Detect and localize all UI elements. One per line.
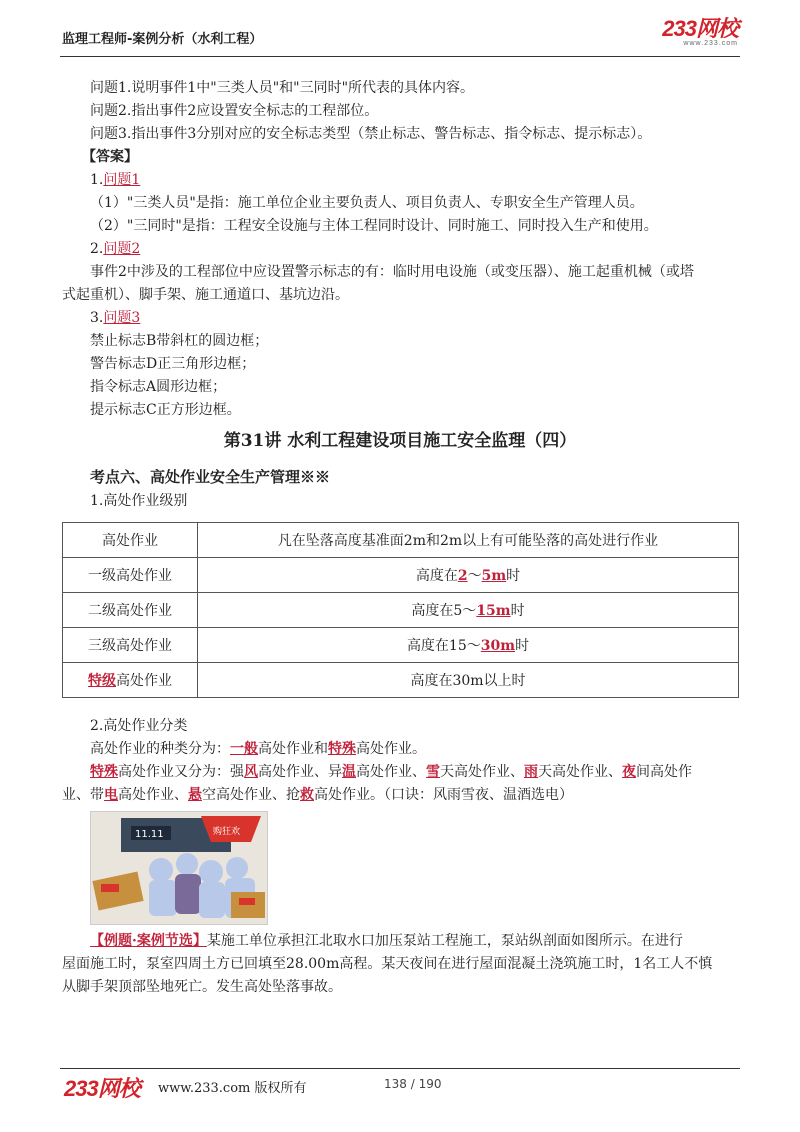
answer-2-line-1: 事件2中涉及的工程部位中应设置警示标志的有：临时用电设施（或变压器）、施工起重机械（或塔	[90, 264, 694, 280]
logo-text: 233网校	[662, 16, 738, 41]
category-line-3	[62, 785, 573, 805]
footer-divider	[60, 1068, 740, 1069]
highlight-keyword: 雪	[426, 764, 440, 780]
answer-1-number: 1.	[90, 172, 104, 188]
sign-text: 11.11	[135, 829, 164, 840]
table-cell: 高度在5～15m时	[198, 593, 739, 628]
question-3: 问题3.指出事件3分别对应的安全标志类型（禁止标志、警告标志、指令标志、提示标志）。	[90, 126, 652, 142]
text-run: 业、带	[62, 787, 104, 803]
logo-url: www.233.com	[683, 40, 738, 47]
highlight-keyword: 雨	[524, 764, 538, 780]
table-row	[63, 663, 739, 698]
example-line-2: 屋面施工时，泵室四周土方已回填至28.00m高程。某天夜间在进行屋面混凝土浇筑施工时，1名工人不慎	[62, 956, 713, 972]
footer-logo[interactable]: 233网校	[64, 1076, 140, 1101]
text-run: 空高处作业、抢	[202, 787, 300, 803]
page-number: 138 / 190	[384, 1077, 442, 1091]
example-line-3: 从脚手架顶部坠地死亡。发生高处坠落事故。	[62, 979, 342, 995]
text-run: 高处作业又分为：强	[118, 764, 244, 780]
answer-2-line-2: 式起重机）、脚手架、施工通道口、基坑边沿。	[62, 287, 349, 303]
example-tag[interactable]: 【例题·案例节选】	[90, 933, 207, 949]
height-work-table	[62, 522, 739, 698]
example-line-1: 【例题·案例节选】某施工单位承担江北取水口加压泵站工程施工，泵站纵剖面如图所示。在进行	[90, 933, 683, 949]
answer-3-link[interactable]: 问题3	[103, 310, 141, 326]
text-run: 高处作业。（口诀：风雨雪夜、温酒选电）	[314, 787, 573, 803]
table-cell: 凡在坠落高度基准面2m和2m以上有可能坠落的高处进行作业	[198, 523, 739, 558]
table-cell: 高处作业	[63, 523, 198, 558]
highlight-keyword: 特殊	[90, 764, 118, 780]
answer-3-line-4: 提示标志C正方形边框。	[90, 402, 241, 418]
table-cell: 高度在15～30m时	[198, 628, 739, 663]
table-cell: 二级高处作业	[63, 593, 198, 628]
section-title: 考点六、高处作业安全生产管理※※	[90, 468, 331, 486]
text-run: 间高处作	[636, 764, 692, 780]
header-divider	[60, 56, 740, 57]
table-header-row	[63, 523, 739, 558]
highlight-keyword: 电	[104, 787, 118, 803]
answer-3-line-1: 禁止标志B带斜杠的圆边框；	[90, 333, 269, 349]
highlight-keyword: 风	[244, 764, 258, 780]
answer-2-title	[90, 239, 140, 259]
answer-3-line-2: 警告标志D正三角形边框；	[90, 356, 256, 372]
header-title: 监理工程师-案例分析（水利工程）	[62, 32, 263, 47]
table-cell: 高度在2～5m时	[198, 558, 739, 593]
answer-1-line-2: （2）"三同时"是指：工程安全设施与主体工程同时设计、同时施工、同时投入生产和使用。	[90, 218, 658, 234]
table-cell: 三级高处作业	[63, 628, 198, 663]
table-row	[63, 628, 739, 663]
answer-1-link[interactable]: 问题1	[103, 172, 141, 188]
question-2: 问题2.指出事件2应设置安全标志的工程部位。	[90, 103, 379, 119]
answer-1-line-1: （1）"三类人员"是指：施工单位企业主要负责人、项目负责人、专职安全生产管理人员。	[90, 195, 644, 211]
highlight-keyword: 夜	[622, 764, 636, 780]
chapter-title: 第31讲 水利工程建设项目施工安全监理（四）	[223, 431, 577, 451]
text-run: 天高处作业、	[440, 764, 524, 780]
highlight-keyword: 温	[342, 764, 356, 780]
answer-heading: 【答案】	[82, 149, 138, 165]
answer-3-title	[90, 308, 140, 328]
sign-right-text: 购狂欢	[213, 827, 241, 837]
table-cell: 特级高处作业	[63, 663, 198, 698]
text-run: 高处作业、	[118, 787, 188, 803]
illustration-graphic	[91, 812, 267, 924]
text-run: 高处作业、	[356, 764, 426, 780]
subsection-1-title: 1.高处作业级别	[90, 493, 188, 509]
table-row	[63, 558, 739, 593]
answer-2-number: 2.	[90, 241, 104, 257]
answer-3-number: 3.	[90, 310, 104, 326]
category-line-2	[90, 762, 692, 782]
highlight-keyword: 救	[300, 787, 314, 803]
text-run: 高处作业、异	[258, 764, 342, 780]
answer-2-link[interactable]: 问题2	[103, 241, 141, 257]
answer-1-title	[90, 170, 140, 190]
table-cell: 一级高处作业	[63, 558, 198, 593]
highlight-keyword: 悬	[188, 787, 202, 803]
footer-site: www.233.com 版权所有	[158, 1081, 307, 1096]
table-cell: 高度在30m以上时	[198, 663, 739, 698]
answer-3-line-3: 指令标志A圆形边框；	[90, 379, 227, 395]
brand-logo[interactable]	[662, 18, 738, 47]
subsection-2-title: 2.高处作业分类	[90, 718, 188, 734]
category-line-1: 高处作业的种类分为：一般高处作业和特殊高处作业。	[90, 741, 426, 757]
question-1: 问题1.说明事件1中"三类人员"和"三同时"所代表的具体内容。	[90, 80, 475, 96]
shopping-illustration	[90, 811, 268, 925]
table-row	[63, 593, 739, 628]
text-run: 天高处作业、	[538, 764, 622, 780]
